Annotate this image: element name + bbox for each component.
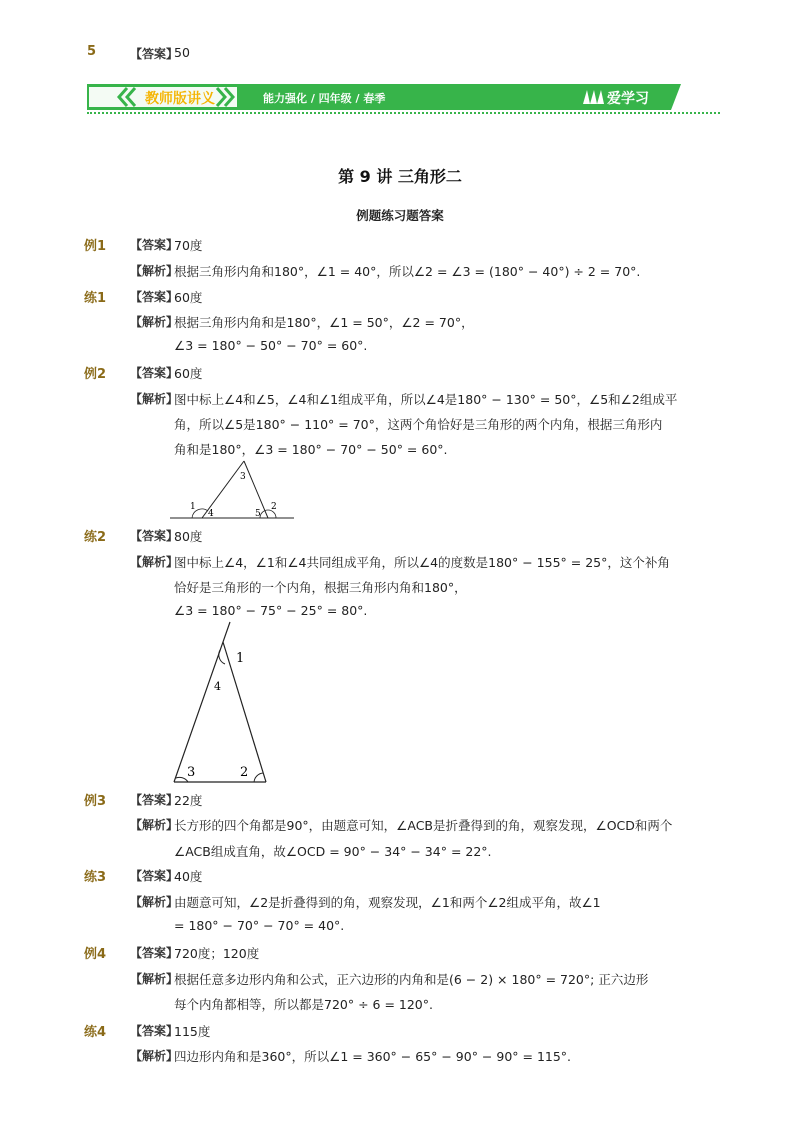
analysis-tag: 【解析】: [130, 392, 179, 406]
banner-right-brand: 爱学习: [607, 91, 649, 107]
banner-divider: [87, 112, 720, 114]
item-label: 例1: [84, 239, 107, 254]
analysis-line: 每个内角都相等，所以都是720° ÷ 6 = 120°.: [174, 997, 433, 1012]
analysis-tag: 【解析】: [130, 1049, 179, 1063]
analysis-line: ∠3 = 180° − 75° − 25° = 80°.: [174, 603, 368, 618]
analysis-tag: 【解析】: [130, 555, 179, 569]
angle-label: 1: [236, 651, 245, 666]
banner-breadcrumb: 能力强化 / 四年级 / 春季: [263, 92, 386, 105]
answer-value: 80度: [174, 529, 203, 544]
item-label: 练4: [84, 1025, 107, 1040]
answer-tag: 【答案】: [130, 290, 179, 304]
answer-tag: 【答案】: [130, 793, 179, 807]
banner-left-brand: 教师版讲义: [145, 91, 215, 107]
analysis-line: 四边形内角和是360°，所以∠1 = 360° − 65° − 90° − 90° = 115°.: [174, 1049, 572, 1064]
answer-tag: 【答案】: [130, 1024, 179, 1038]
analysis-line: 图中标上∠4和∠5，∠4和∠1组成平角，所以∠4是180° − 130° = 50°，∠5和∠2组成平: [174, 392, 678, 407]
angle-label: 4: [214, 680, 221, 693]
triangle-figure: [168, 620, 273, 788]
answer-value: 70度: [174, 238, 203, 253]
analysis-line: ∠ACB组成直角，故∠OCD = 90° − 34° − 34° = 22°.: [174, 844, 492, 859]
angle-label: 2: [271, 502, 277, 512]
answer-value: 115度: [174, 1024, 211, 1039]
answer-value: 40度: [174, 869, 203, 884]
answer-value: 60度: [174, 366, 203, 381]
angle-label: 4: [208, 509, 214, 519]
angle-label: 3: [240, 472, 246, 482]
answer-tag: 【答案】: [130, 946, 179, 960]
analysis-line: 图中标上∠4，∠1和∠4共同组成平角，所以∠4的度数是180° − 155° = 25°，这个补角: [174, 555, 670, 570]
analysis-tag: 【解析】: [130, 818, 179, 832]
analysis-line: ∠3 = 180° − 50° − 70° = 60°.: [174, 338, 368, 353]
angle-label: 5: [255, 509, 261, 519]
analysis-line: 根据任意多边形内角和公式，正六边形的内角和是(6 − 2) × 180° = 720°; 正六边形: [174, 972, 649, 987]
analysis-line: = 180° − 70° − 70° = 40°.: [174, 918, 345, 933]
item-label: 练1: [84, 291, 107, 306]
answer-tag: 【答案】: [130, 869, 179, 883]
angle-label: 2: [240, 765, 249, 780]
page-subtitle: 例题练习题答案: [356, 208, 444, 223]
answer-value: 720度；120度: [174, 946, 260, 961]
analysis-tag: 【解析】: [130, 972, 179, 986]
answer-tag: 【答案】: [130, 238, 179, 252]
item-label: 例2: [84, 367, 107, 382]
item-number: 5: [87, 44, 97, 59]
item-label: 练2: [84, 530, 107, 545]
analysis-line: 根据三角形内角和180°，∠1 = 40°，所以∠2 = ∠3 = (180° − 40°) ÷ 2 = 70°.: [174, 264, 641, 279]
answer-value: 50: [174, 45, 190, 60]
answer-tag: 【答案】: [130, 366, 179, 380]
analysis-line: 角和是180°，∠3 = 180° − 70° − 50° = 60°.: [174, 442, 448, 457]
analysis-tag: 【解析】: [130, 895, 179, 909]
item-label: 例3: [84, 794, 107, 809]
analysis-line: 由题意可知，∠2是折叠得到的角，观察发现，∠1和两个∠2组成平角，故∠1: [174, 895, 601, 910]
angle-label: 3: [187, 765, 196, 780]
page-title: 第 9 讲 三角形二: [338, 167, 462, 186]
analysis-line: 根据三角形内角和是180°，∠1 = 50°，∠2 = 70°，: [174, 315, 474, 330]
analysis-line: 角，所以∠5是180° − 110° = 70°，这两个角恰好是三角形的两个内角，根据三角形内: [174, 417, 663, 432]
answer-tag: 【答案】: [130, 47, 179, 61]
analysis-line: 恰好是三角形的一个内角，根据三角形内角和180°，: [174, 580, 467, 595]
answer-value: 60度: [174, 290, 203, 305]
analysis-tag: 【解析】: [130, 315, 179, 329]
analysis-tag: 【解析】: [130, 264, 179, 278]
analysis-line: 长方形的四个角都是90°，由题意可知，∠ACB是折叠得到的角，观察发现，∠OCD和两个: [174, 818, 673, 833]
triangle-figure: [170, 455, 300, 525]
answer-value: 22度: [174, 793, 203, 808]
angle-label: 1: [190, 502, 196, 512]
header-banner: [87, 84, 681, 110]
item-label: 练3: [84, 870, 107, 885]
item-label: 例4: [84, 947, 107, 962]
answer-tag: 【答案】: [130, 529, 179, 543]
